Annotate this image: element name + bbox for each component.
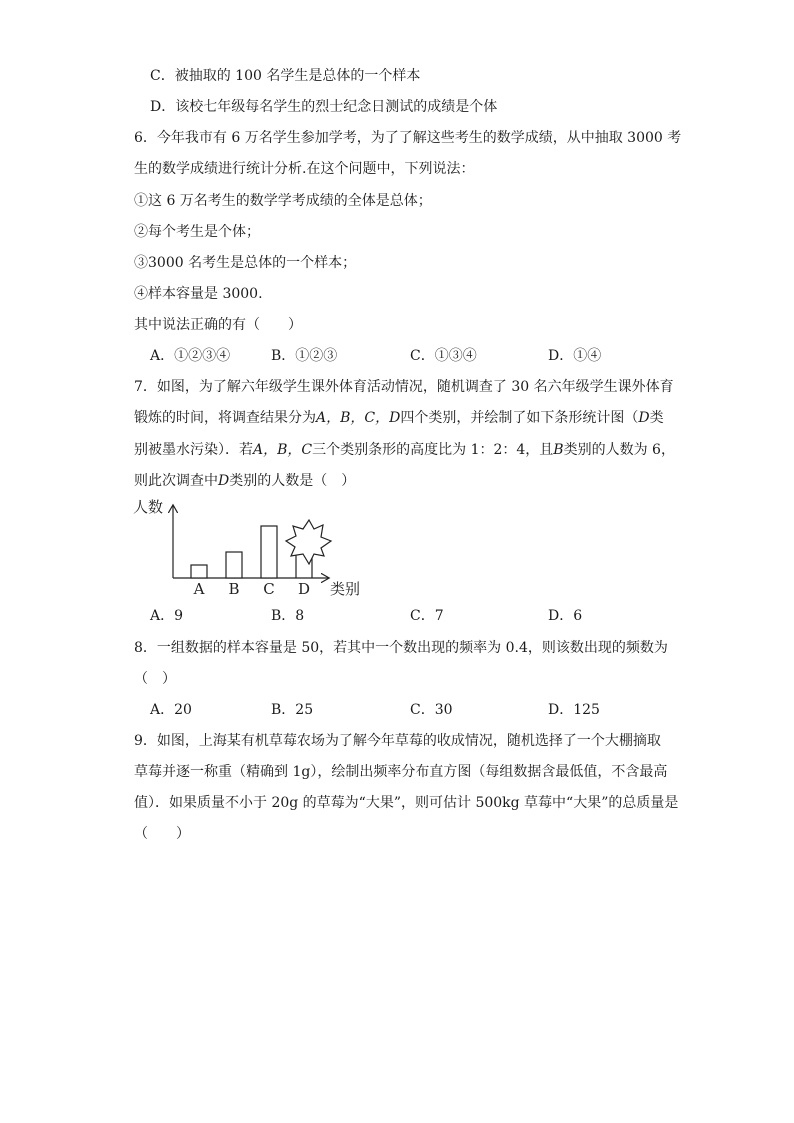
- y-axis-label: 人数: [133, 498, 164, 516]
- q7-options: [150, 606, 670, 626]
- q7-option-d: D．6: [548, 608, 583, 624]
- q8-option-d: D．125: [548, 702, 600, 718]
- q7-var-d: D: [638, 410, 650, 426]
- tick-label-C: C: [263, 580, 275, 598]
- bar-A: [191, 565, 207, 578]
- q5-option-c: C．被抽取的 100 名学生是总体的一个样本: [150, 68, 421, 84]
- q9-stem-line4: （ ）: [134, 826, 190, 842]
- q7-stem-line4: 则此次调查中D类别的人数是（ ）: [134, 473, 356, 489]
- q5-option-d: D．该校七年级每名学生的烈士纪念日测试的成绩是个体: [150, 99, 498, 115]
- q9-stem-line2: 草莓并逐一称重（精确到 1g），绘制出频率分布直方图（每组数据含最低值，不含最高: [134, 764, 668, 780]
- tick-labels-group: [193, 580, 310, 598]
- q7-var-abcd: A，B，C，D: [316, 410, 401, 426]
- q9-stem-line3: 值）．如果质量不小于 20g 的草莓为“大果”，则可估计 500kg 草莓中“大果”的总质量是: [134, 795, 679, 811]
- q6-statement-1: ①这 6 万名考生的数学学考成绩的全体是总体；: [134, 193, 432, 209]
- q6-option-a: A．①②③④: [150, 348, 231, 364]
- q8-option-c: C．30: [410, 702, 453, 718]
- q7-stem-line3: 别被墨水污染）．若A，B，C三个类别条形的高度比为 1：2：4，且B类别的人数为 6，: [134, 442, 675, 458]
- q8-stem-line1: 8．一组数据的样本容量是 50，若其中一个数出现的频率为 0.4，则该数出现的频数为: [134, 640, 668, 656]
- q6-question: 其中说法正确的有（ ）: [134, 317, 302, 333]
- q6-option-c: C．①③④: [410, 348, 477, 364]
- q8-options: [150, 700, 670, 720]
- q7-option-c: C．7: [410, 608, 444, 624]
- tick-label-B: B: [228, 580, 240, 598]
- q8-stem-line2: （ ）: [134, 671, 176, 687]
- tick-label-D: D: [297, 580, 311, 598]
- bar-B: [226, 552, 242, 578]
- q6-option-b: B．①②③: [271, 348, 338, 364]
- q6-statement-2: ②每个考生是个体；: [134, 224, 260, 240]
- q7-stem-line2: 锻炼的时间，将调查结果分为A，B，C，D四个类别，并绘制了如下条形统计图（D类: [134, 410, 664, 426]
- bar-chart-figure: [128, 496, 368, 604]
- q6-option-d: D．①④: [548, 348, 602, 364]
- q7-option-a: A．9: [150, 608, 184, 624]
- q7-option-b: B．8: [271, 608, 305, 624]
- q6-stem-line2: 生的数学成绩进行统计分析.在这个问题中，下列说法：: [134, 161, 475, 177]
- q6-stem-line1: 6．今年我市有 6 万名学生参加学考，为了了解这些考生的数学成绩，从中抽取 3000 考: [134, 130, 682, 146]
- q6-statement-4: ④样本容量是 3000.: [134, 286, 263, 302]
- q7-var-abc: A，B，C: [253, 442, 313, 458]
- x-axis-label: 类别: [330, 580, 361, 598]
- q7-var-b: B: [553, 442, 564, 458]
- q8-option-a: A．20: [150, 702, 192, 718]
- q7-var-d2: D: [218, 473, 230, 489]
- q8-option-b: B．25: [271, 702, 314, 718]
- bar-C: [261, 526, 277, 578]
- q6-options: [150, 346, 670, 366]
- q6-statement-3: ③3000 名考生是总体的一个样本；: [134, 255, 357, 271]
- q7-stem-line1: 7．如图，为了解六年级学生课外体育活动情况，随机调查了 30 名六年级学生课外体育: [134, 379, 674, 395]
- tick-label-A: A: [193, 580, 205, 598]
- q9-stem-line1: 9．如图，上海某有机草莓农场为了解今年草莓的收成情况，随机选择了一个大棚摘取: [134, 733, 661, 749]
- ink-blot: [286, 520, 331, 564]
